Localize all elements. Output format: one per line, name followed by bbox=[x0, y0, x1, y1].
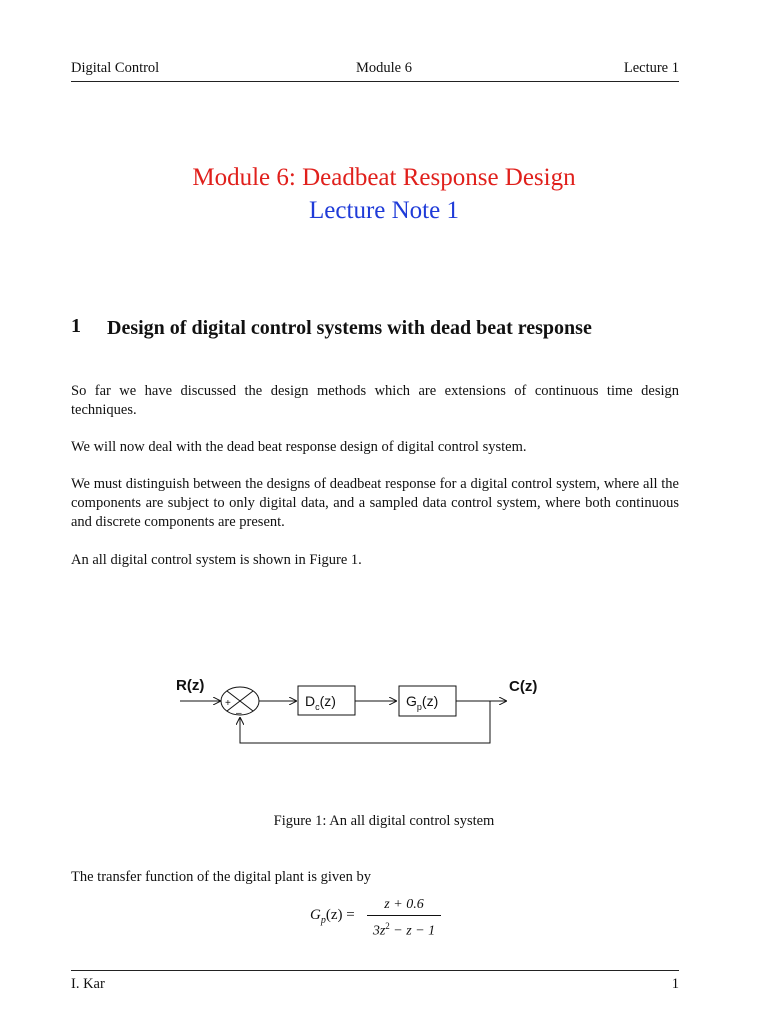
paragraph-5: The transfer function of the digital plant is given by bbox=[71, 869, 371, 885]
equation-fraction bbox=[367, 896, 441, 941]
plant-label: $G_p(z)$ bbox=[406, 693, 439, 712]
header-center: Module 6 bbox=[356, 60, 412, 76]
header-rule bbox=[71, 81, 679, 82]
input-label: R(z) bbox=[176, 677, 205, 694]
fraction-bar bbox=[367, 915, 441, 916]
equation-numerator: z + 0.6 bbox=[384, 897, 424, 912]
page-number: 1 bbox=[671, 976, 679, 992]
header-left: Digital Control bbox=[71, 60, 160, 76]
feedback-path bbox=[240, 701, 490, 743]
section-title: Design of digital control systems with dead beat response bbox=[107, 317, 592, 339]
header-right: Lecture 1 bbox=[623, 60, 679, 76]
transfer-function-equation bbox=[310, 896, 450, 940]
footer-author: I. Kar bbox=[71, 976, 105, 992]
plus-sign: + bbox=[225, 698, 231, 709]
section-number: 1 bbox=[71, 315, 81, 337]
footer-rule bbox=[71, 970, 679, 971]
paragraph-2: We will now deal with the dead beat response design of digital control system. bbox=[71, 439, 527, 455]
paragraph-4: An all digital control system is shown in Figure 1. bbox=[71, 552, 362, 568]
page-title: Module 6: Deadbeat Response Design bbox=[192, 164, 576, 191]
figure-caption: Figure 1: An all digital control system bbox=[273, 813, 495, 829]
paragraph-3: We must distinguish between the designs of deadbeat response for a digital control system, where all the components are subject to only digital data, and a sampled data control system, where both continuous and discrete components are present. bbox=[71, 476, 679, 530]
block-diagram bbox=[170, 670, 560, 750]
equation-denominator: $3z^2 - z - 1$ bbox=[372, 921, 436, 939]
controller-label: $D_c(z)$ bbox=[305, 693, 336, 712]
output-label: C(z) bbox=[509, 678, 538, 695]
paragraph-1: So far we have discussed the design methods which are extensions of continuous time design techniques. bbox=[71, 383, 679, 418]
minus-sign: – bbox=[236, 708, 242, 719]
page-subtitle: Lecture Note 1 bbox=[309, 197, 459, 224]
equation-lhs: $G_p(z)$ = bbox=[310, 907, 355, 926]
